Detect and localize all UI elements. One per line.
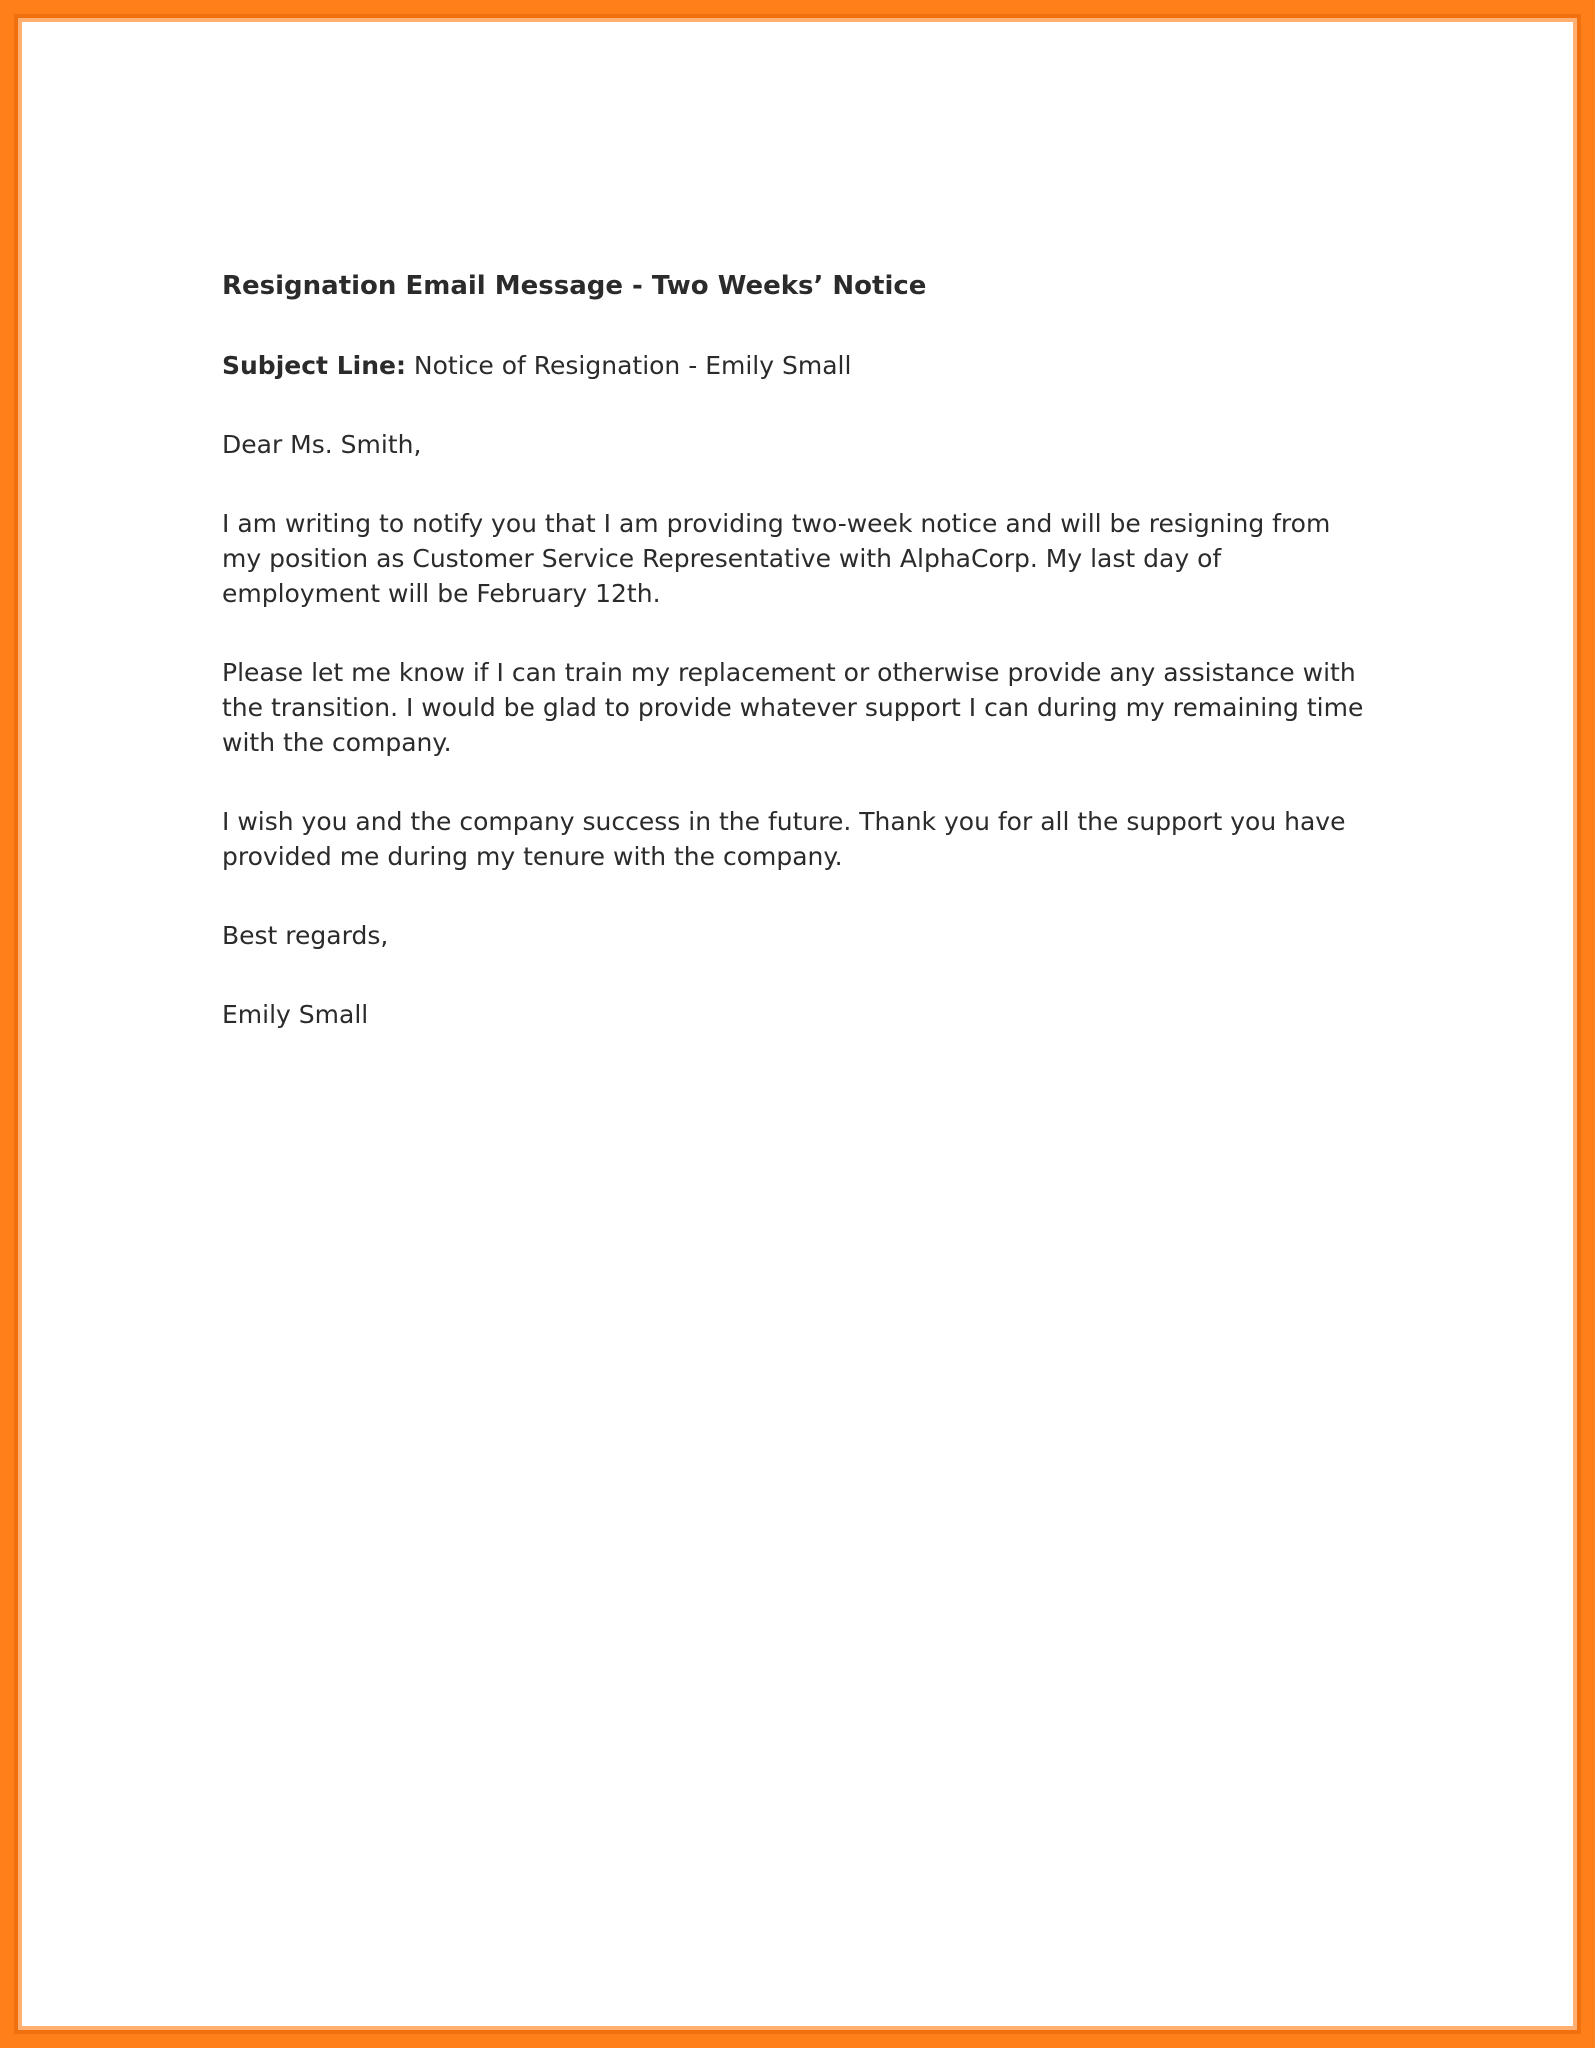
- subject-line: [222, 348, 1422, 383]
- signature: Emily Small: [222, 1000, 369, 1029]
- paragraph-thanks: I wish you and the company success in the future. Thank you for all the support you have provided me during my tenure with the company.: [222, 807, 1346, 871]
- subject-value: Notice of Resignation - Emily Small: [405, 351, 852, 380]
- paragraph-notice: I am writing to notify you that I am providing two-week notice and will be resigning from my position as Customer Service Representative with AlphaCorp. My last day of employment will be February 12th.: [222, 509, 1331, 608]
- paragraph-transition: Please let me know if I can train my replacement or otherwise provide any assistance with the transition. I would be glad to provide whatever support I can during my remaining time with the company.: [222, 658, 1364, 757]
- closing: Best regards,: [222, 921, 389, 950]
- document-title: Resignation Email Message - Two Weeks’ Notice: [222, 271, 927, 301]
- letter-body: [222, 268, 1422, 1076]
- subject-label: Subject Line:: [222, 351, 406, 380]
- salutation: Dear Ms. Smith,: [222, 430, 422, 459]
